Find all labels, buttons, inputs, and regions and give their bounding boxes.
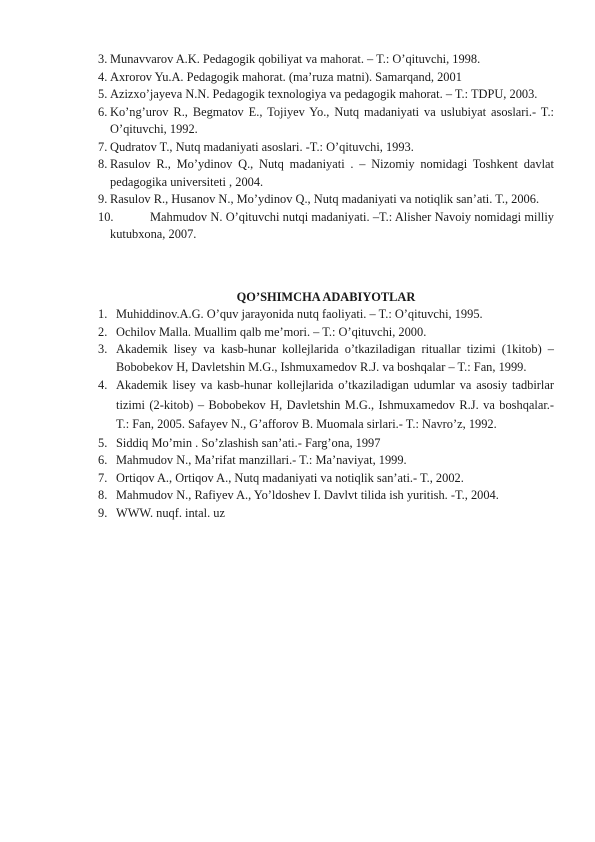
item-text: Axrorov Yu.A. Pedagogik mahorat. (ma’ruza matni). Samarqand, 2001 bbox=[110, 69, 462, 84]
list-item bbox=[98, 306, 554, 324]
item-number: 5. bbox=[98, 87, 108, 101]
item-number: 8. bbox=[98, 488, 108, 502]
item-number: 9. bbox=[98, 192, 108, 206]
item-number: 2. bbox=[98, 324, 108, 339]
item-text: Mahmudov N. O’qituvchi nutqi madaniyati. –T.: Alisher Navoiy nomidagi milliy kutubxona, 2007. bbox=[110, 209, 554, 241]
list-item bbox=[98, 324, 554, 342]
list-item bbox=[98, 139, 554, 157]
item-number: 7. bbox=[98, 470, 108, 485]
section-heading: QO’SHIMCHA ADABIYOTLAR bbox=[236, 290, 416, 304]
item-number: 6. bbox=[98, 453, 108, 467]
item-text: Siddiq Mo’min . So’zlashish san’ati.- Farg’ona, 1997 bbox=[116, 435, 381, 450]
item-number: 9. bbox=[98, 505, 108, 520]
list-item bbox=[98, 69, 554, 87]
item-text: Mahmudov N., Rafiyev A., Yo’ldoshev I. Davlvt tilida ish yuritish. -T., 2004. bbox=[116, 488, 499, 502]
item-number: 5. bbox=[98, 435, 108, 450]
item-text: Ortiqov A., Ortiqov A., Nutq madaniyati va notiqlik san’ati.- T., 2002. bbox=[116, 470, 464, 485]
item-number: 6. bbox=[98, 104, 108, 119]
list-item bbox=[98, 191, 554, 209]
list-item bbox=[98, 487, 554, 505]
item-number: 10. bbox=[98, 209, 114, 224]
item-text: Azizxo’jayeva N.N. Pedagogik texnologiya va pedagogik mahorat. – T.: TDPU, 2003. bbox=[110, 87, 538, 101]
item-number: 4. bbox=[98, 378, 108, 392]
item-text: Rasulov R., Husanov N., Mo’ydinov Q., Nutq madaniyati va notiqlik san’ati. T., 2006. bbox=[110, 192, 540, 206]
item-text: WWW. nuqf. intal. uz bbox=[116, 505, 225, 520]
item-number: 4. bbox=[98, 69, 108, 84]
list-item bbox=[98, 51, 554, 69]
list-item bbox=[98, 156, 554, 191]
additional-references-list bbox=[98, 306, 554, 522]
list-item bbox=[98, 435, 554, 453]
item-text: Munavvarov A.K. Pedagogik qobiliyat va mahorat. – T.: O’qituvchi, 1998. bbox=[110, 52, 481, 66]
item-text: Akademik lisey va kasb-hunar kollejlarida o’tkaziladigan rituallar tizimi (1kitob) –Bobobekov H, Davletshin M.G., Ishmuxamedov R.J. va boshqalar – T.: Fan, 1999. bbox=[116, 342, 554, 374]
item-text: Muhiddinov.A.G. O’quv jarayonida nutq faoliyati. – T.: O’qituvchi, 1995. bbox=[116, 307, 483, 321]
item-text: Qudratov T., Nutq madaniyati asoslari. -T.: O’qituvchi, 1993. bbox=[110, 139, 414, 154]
item-text: Ko’ng’urov R., Begmatov E., Tojiyev Yo., Nutq madaniyati va uslubiyat asoslari.- T.: O’qituvchi, 1992. bbox=[110, 104, 554, 136]
item-number: 8. bbox=[98, 157, 108, 171]
item-text: Mahmudov N., Ma’rifat manzillari.- T.: Ma’naviyat, 1999. bbox=[116, 453, 407, 467]
item-number: 7. bbox=[98, 139, 108, 154]
list-item bbox=[98, 376, 554, 435]
item-text: Akademik lisey va kasb-hunar kollejlarida o’tkaziladigan udumlar va asosiy tadbirlar tizimi (2-kitob) – Bobobekov H, Davletshin M.G., Ishmuxamedov R.J. va boshqalar.- T.: Fan, 2005. Safayev N., G’afforov B. Muomala sirlari.- T.: Navro’z, 1992. bbox=[116, 378, 554, 431]
item-number: 1. bbox=[98, 307, 108, 321]
list-item bbox=[98, 452, 554, 470]
item-number: 3. bbox=[98, 342, 108, 356]
list-item bbox=[98, 104, 554, 139]
item-text: Rasulov R., Mo’ydinov Q., Nutq madaniyati . – Nizomiy nomidagi Toshkent davlat pedagogika universiteti , 2004. bbox=[110, 157, 554, 189]
list-item bbox=[98, 341, 554, 376]
references-list bbox=[98, 51, 554, 244]
item-text: Ochilov Malla. Muallim qalb me’mori. – T.: O’qituvchi, 2000. bbox=[116, 324, 427, 339]
list-item bbox=[98, 470, 554, 488]
list-item bbox=[98, 505, 554, 523]
item-number: 3. bbox=[98, 52, 108, 66]
list-item bbox=[98, 86, 554, 104]
list-item bbox=[98, 209, 554, 244]
